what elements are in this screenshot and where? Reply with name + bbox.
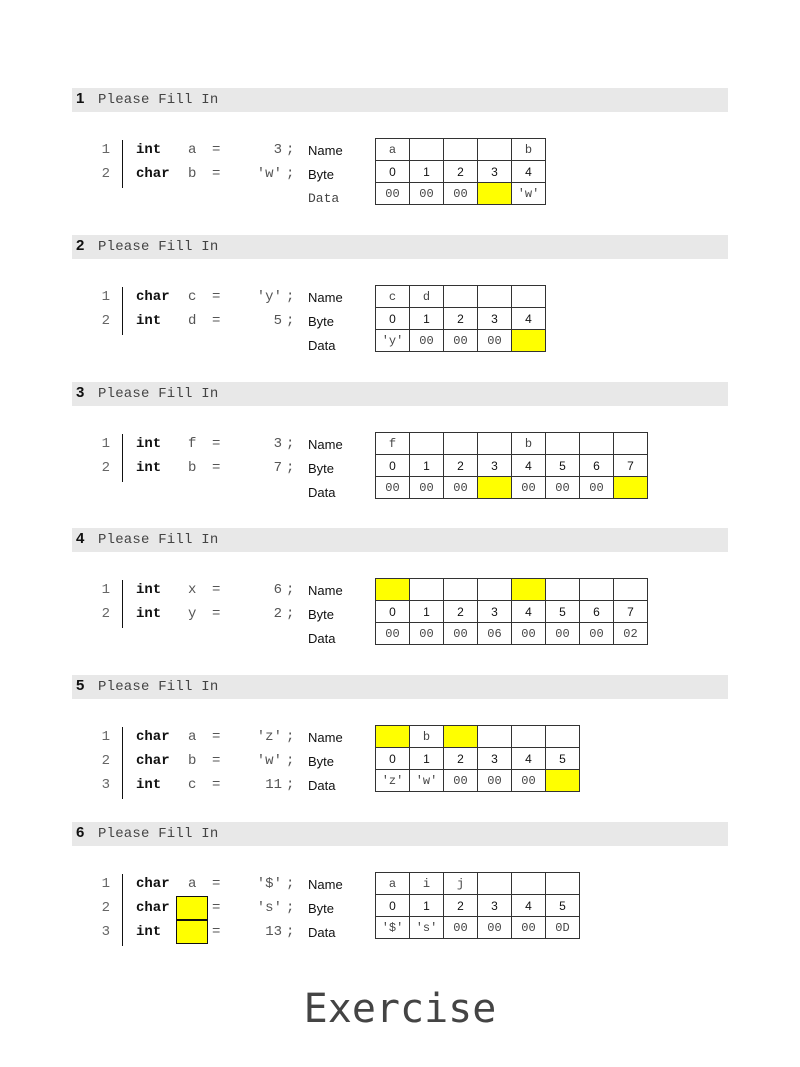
byte-cell: 1: [410, 308, 444, 330]
byte-cell: 5: [546, 601, 580, 623]
exercise-number: 1: [76, 90, 85, 107]
value: '$': [256, 876, 282, 892]
code-line: [96, 628, 356, 652]
semicolon: ;: [286, 729, 295, 745]
value: 's': [256, 900, 282, 916]
line-number: 2: [101, 313, 110, 329]
name-row: [376, 286, 546, 308]
exercise-title: Please Fill In: [98, 532, 219, 548]
data-cell: 00: [512, 623, 546, 645]
code-line: [96, 604, 356, 628]
memory-grid: [375, 725, 580, 792]
line-number: 1: [101, 289, 110, 305]
name-cell: [512, 873, 546, 895]
data-row: [376, 477, 648, 499]
byte-cell: 4: [512, 895, 546, 917]
data-cell: 0D: [546, 917, 580, 939]
exercise-header: [72, 88, 728, 112]
assign-operator: =: [212, 924, 221, 940]
code-line: [96, 188, 356, 212]
byte-row: [376, 601, 648, 623]
byte-cell: 2: [444, 455, 478, 477]
byte-cell: 0: [376, 455, 410, 477]
byte-cell: 0: [376, 161, 410, 183]
byte-cell: 0: [376, 601, 410, 623]
data-row: [376, 183, 546, 205]
variable-name: f: [188, 436, 197, 452]
line-number: 2: [101, 166, 110, 182]
exercise-number: 5: [76, 677, 85, 694]
exercise-header: [72, 822, 728, 846]
value: 'w': [256, 166, 282, 182]
byte-cell: 2: [444, 748, 478, 770]
name-cell: [478, 873, 512, 895]
memory-grid: [375, 432, 648, 499]
type-keyword: int: [136, 606, 162, 622]
code-line: [96, 311, 356, 335]
data-row-label: Data: [308, 485, 336, 500]
byte-cell: 6: [580, 601, 614, 623]
value: 13: [265, 924, 282, 940]
byte-row-label: Byte: [308, 461, 335, 476]
data-cell: 06: [478, 623, 512, 645]
name-cell: [478, 433, 512, 455]
byte-cell: 1: [410, 748, 444, 770]
byte-cell: 4: [512, 748, 546, 770]
variable-name: b: [188, 166, 197, 182]
name-row: [376, 726, 580, 748]
blank-answer-cell[interactable]: [478, 183, 512, 205]
memory-grid: [375, 578, 648, 645]
semicolon: ;: [286, 876, 295, 892]
data-cell: 00: [580, 623, 614, 645]
name-cell: d: [410, 286, 444, 308]
byte-cell: 3: [478, 308, 512, 330]
byte-cell: 1: [410, 895, 444, 917]
byte-cell: 3: [478, 895, 512, 917]
name-cell: b: [512, 139, 546, 161]
byte-cell: 3: [478, 161, 512, 183]
name-row-label: Name: [308, 437, 343, 452]
code-line: [96, 580, 356, 604]
type-keyword: int: [136, 777, 162, 793]
byte-cell: 2: [444, 161, 478, 183]
data-cell: 'w': [410, 770, 444, 792]
type-keyword: int: [136, 924, 162, 940]
exercise-title: Please Fill In: [98, 826, 219, 842]
value: 3: [273, 436, 282, 452]
variable-name: c: [188, 777, 197, 793]
exercise-number: 2: [76, 237, 85, 254]
type-keyword: int: [136, 313, 162, 329]
type-keyword: char: [136, 900, 170, 916]
code-line: [96, 458, 356, 482]
byte-cell: 6: [580, 455, 614, 477]
blank-answer-cell[interactable]: [546, 770, 580, 792]
data-cell: 00: [512, 917, 546, 939]
line-number: 2: [101, 606, 110, 622]
name-cell: [546, 873, 580, 895]
assign-operator: =: [212, 753, 221, 769]
assign-operator: =: [212, 729, 221, 745]
variable-name: b: [188, 460, 197, 476]
assign-operator: =: [212, 900, 221, 916]
data-cell: 00: [478, 917, 512, 939]
semicolon: ;: [286, 460, 295, 476]
data-row-label: Data: [308, 631, 336, 646]
semicolon: ;: [286, 582, 295, 598]
memory-grid: [375, 872, 580, 939]
data-cell: 00: [410, 330, 444, 352]
data-row-label: Data: [308, 338, 336, 353]
name-cell: [410, 139, 444, 161]
code-line: [96, 287, 356, 311]
name-row-label: Name: [308, 583, 343, 598]
name-cell: [410, 579, 444, 601]
footer-title: Exercise: [303, 986, 497, 1032]
name-cell: [478, 286, 512, 308]
semicolon: ;: [286, 142, 295, 158]
data-cell: 00: [410, 477, 444, 499]
exercise-title: Please Fill In: [98, 386, 219, 402]
name-row: [376, 139, 546, 161]
name-cell: [512, 286, 546, 308]
data-cell: 00: [512, 770, 546, 792]
data-row-label: Data: [308, 778, 336, 793]
data-cell: 00: [444, 183, 478, 205]
variable-name: c: [188, 289, 197, 305]
line-number: 2: [101, 753, 110, 769]
value: 6: [273, 582, 282, 598]
byte-cell: 2: [444, 895, 478, 917]
exercise-header: [72, 675, 728, 699]
variable-name: y: [188, 606, 197, 622]
line-number: 1: [101, 142, 110, 158]
code-line: [96, 727, 356, 751]
code-line: [96, 874, 356, 898]
name-cell: [478, 579, 512, 601]
name-cell: [512, 726, 546, 748]
name-cell: [444, 579, 478, 601]
name-cell: f: [376, 433, 410, 455]
data-cell: 00: [580, 477, 614, 499]
name-cell: [478, 726, 512, 748]
value: 2: [273, 606, 282, 622]
line-number: 3: [101, 777, 110, 793]
byte-cell: 1: [410, 601, 444, 623]
name-cell: a: [376, 873, 410, 895]
data-row: [376, 623, 648, 645]
byte-cell: 2: [444, 308, 478, 330]
type-keyword: int: [136, 582, 162, 598]
name-cell: j: [444, 873, 478, 895]
data-cell: 00: [376, 183, 410, 205]
name-cell: b: [512, 433, 546, 455]
data-row: [376, 770, 580, 792]
byte-row-label: Byte: [308, 167, 335, 182]
byte-row-label: Byte: [308, 607, 335, 622]
exercise-title: Please Fill In: [98, 239, 219, 255]
type-keyword: int: [136, 142, 162, 158]
memory-grid: [375, 285, 546, 352]
type-keyword: char: [136, 289, 170, 305]
byte-row-label: Byte: [308, 901, 335, 916]
semicolon: ;: [286, 313, 295, 329]
data-cell: 00: [546, 477, 580, 499]
data-row-label: Data: [308, 925, 336, 940]
byte-cell: 7: [614, 455, 648, 477]
variable-name: a: [188, 142, 197, 158]
name-row: [376, 873, 580, 895]
byte-row: [376, 748, 580, 770]
byte-cell: 1: [410, 161, 444, 183]
byte-cell: 0: [376, 308, 410, 330]
assign-operator: =: [212, 582, 221, 598]
byte-row: [376, 895, 580, 917]
data-cell: 00: [410, 623, 444, 645]
data-cell: 00: [410, 183, 444, 205]
data-cell: 's': [410, 917, 444, 939]
byte-row: [376, 308, 546, 330]
type-keyword: char: [136, 729, 170, 745]
memory-grid: [375, 138, 546, 205]
exercise-title: Please Fill In: [98, 92, 219, 108]
blank-variable-box[interactable]: [176, 896, 208, 920]
line-number: 3: [101, 924, 110, 940]
code-line: [96, 482, 356, 506]
assign-operator: =: [212, 460, 221, 476]
byte-cell: 5: [546, 895, 580, 917]
semicolon: ;: [286, 924, 295, 940]
byte-cell: 2: [444, 601, 478, 623]
line-number: 1: [101, 876, 110, 892]
code-line: [96, 164, 356, 188]
name-cell: [444, 433, 478, 455]
name-row: [376, 579, 648, 601]
type-keyword: char: [136, 876, 170, 892]
blank-variable-box[interactable]: [176, 920, 208, 944]
byte-cell: 4: [512, 308, 546, 330]
blank-answer-cell[interactable]: [512, 330, 546, 352]
semicolon: ;: [286, 900, 295, 916]
name-row-label: Name: [308, 290, 343, 305]
byte-cell: 3: [478, 748, 512, 770]
data-cell: 'y': [376, 330, 410, 352]
variable-name: a: [188, 876, 197, 892]
byte-cell: 1: [410, 455, 444, 477]
data-cell: 00: [444, 917, 478, 939]
blank-answer-cell[interactable]: [512, 579, 546, 601]
type-keyword: int: [136, 460, 162, 476]
code-line: [96, 140, 356, 164]
data-cell: 02: [614, 623, 648, 645]
code-line: [96, 751, 356, 775]
blank-answer-cell[interactable]: [376, 579, 410, 601]
data-cell: 00: [376, 623, 410, 645]
semicolon: ;: [286, 166, 295, 182]
byte-cell: 4: [512, 161, 546, 183]
name-cell: [580, 579, 614, 601]
name-row: [376, 433, 648, 455]
byte-cell: 7: [614, 601, 648, 623]
variable-name: d: [188, 313, 197, 329]
value: 'z': [256, 729, 282, 745]
semicolon: ;: [286, 753, 295, 769]
value: 5: [273, 313, 282, 329]
value: 11: [265, 777, 282, 793]
name-cell: [546, 579, 580, 601]
exercise-number: 6: [76, 824, 85, 841]
byte-cell: 5: [546, 455, 580, 477]
type-keyword: int: [136, 436, 162, 452]
data-cell: '$': [376, 917, 410, 939]
blank-answer-cell[interactable]: [444, 726, 478, 748]
line-number: 1: [101, 729, 110, 745]
name-cell: [614, 433, 648, 455]
data-cell: 00: [546, 623, 580, 645]
line-number: 2: [101, 900, 110, 916]
semicolon: ;: [286, 777, 295, 793]
name-cell: [614, 579, 648, 601]
blank-answer-cell[interactable]: [376, 726, 410, 748]
exercise-header: [72, 382, 728, 406]
value: 7: [273, 460, 282, 476]
line-number: 2: [101, 460, 110, 476]
name-row-label: Name: [308, 877, 343, 892]
byte-row-label: Byte: [308, 754, 335, 769]
name-cell: a: [376, 139, 410, 161]
data-cell: 'w': [512, 183, 546, 205]
data-cell: 00: [444, 477, 478, 499]
assign-operator: =: [212, 166, 221, 182]
exercise-number: 4: [76, 530, 85, 547]
data-cell: 00: [478, 330, 512, 352]
data-row: [376, 917, 580, 939]
name-cell: [410, 433, 444, 455]
data-cell: 00: [478, 770, 512, 792]
name-cell: [546, 433, 580, 455]
assign-operator: =: [212, 436, 221, 452]
line-number: 1: [101, 582, 110, 598]
data-cell: 00: [512, 477, 546, 499]
byte-cell: 0: [376, 895, 410, 917]
line-number: 1: [101, 436, 110, 452]
data-cell: 'z': [376, 770, 410, 792]
semicolon: ;: [286, 289, 295, 305]
assign-operator: =: [212, 289, 221, 305]
code-line: [96, 335, 356, 359]
data-cell: 00: [444, 770, 478, 792]
assign-operator: =: [212, 777, 221, 793]
type-keyword: char: [136, 166, 170, 182]
name-cell: [444, 139, 478, 161]
name-cell: i: [410, 873, 444, 895]
byte-row-label: Byte: [308, 314, 335, 329]
assign-operator: =: [212, 142, 221, 158]
data-cell: 00: [376, 477, 410, 499]
exercise-header: [72, 528, 728, 552]
name-row-label: Name: [308, 730, 343, 745]
data-cell: 00: [444, 330, 478, 352]
blank-answer-cell[interactable]: [614, 477, 648, 499]
exercise-title: Please Fill In: [98, 679, 219, 695]
byte-cell: 3: [478, 455, 512, 477]
code-line: [96, 898, 356, 922]
exercise-header: [72, 235, 728, 259]
byte-cell: 3: [478, 601, 512, 623]
value: 3: [273, 142, 282, 158]
assign-operator: =: [212, 876, 221, 892]
value: 'w': [256, 753, 282, 769]
variable-name: x: [188, 582, 197, 598]
byte-cell: 0: [376, 748, 410, 770]
name-cell: b: [410, 726, 444, 748]
byte-row: [376, 455, 648, 477]
name-cell: [444, 286, 478, 308]
semicolon: ;: [286, 606, 295, 622]
data-row-label: Data: [308, 191, 340, 206]
byte-cell: 4: [512, 455, 546, 477]
byte-row: [376, 161, 546, 183]
code-line: [96, 922, 356, 946]
variable-name: a: [188, 729, 197, 745]
name-cell: [478, 139, 512, 161]
name-cell: [580, 433, 614, 455]
name-cell: [546, 726, 580, 748]
byte-cell: 5: [546, 748, 580, 770]
data-row: [376, 330, 546, 352]
code-line: [96, 434, 356, 458]
name-row-label: Name: [308, 143, 343, 158]
data-cell: 00: [444, 623, 478, 645]
exercise-number: 3: [76, 384, 85, 401]
assign-operator: =: [212, 313, 221, 329]
name-cell: c: [376, 286, 410, 308]
type-keyword: char: [136, 753, 170, 769]
byte-cell: 4: [512, 601, 546, 623]
semicolon: ;: [286, 436, 295, 452]
variable-name: b: [188, 753, 197, 769]
blank-answer-cell[interactable]: [478, 477, 512, 499]
value: 'y': [256, 289, 282, 305]
assign-operator: =: [212, 606, 221, 622]
code-line: [96, 775, 356, 799]
